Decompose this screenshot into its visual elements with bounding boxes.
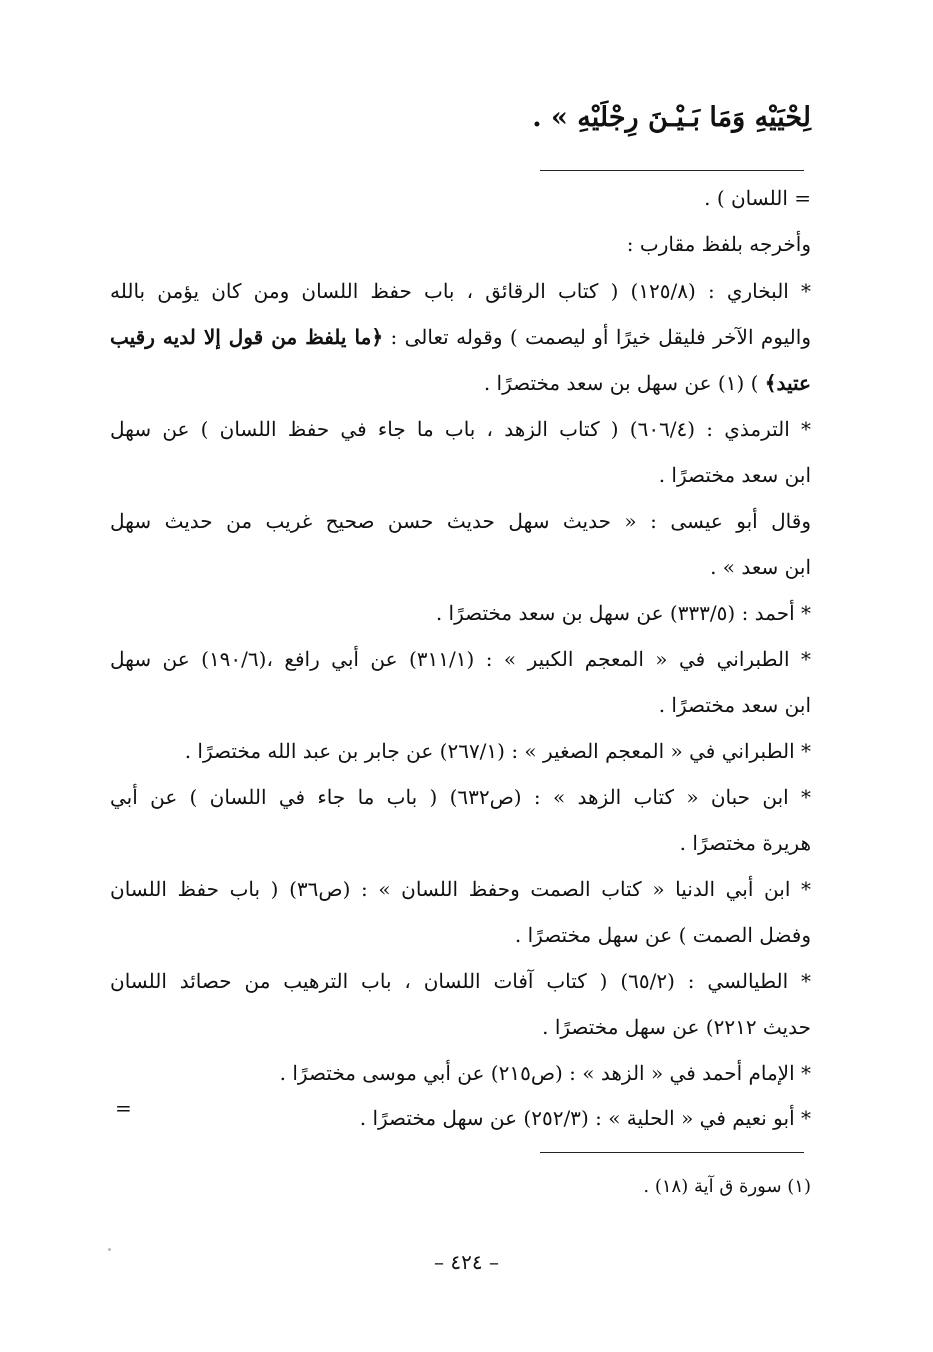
page-number: – ٤٢٤ – [434, 1250, 499, 1274]
top-separator [540, 170, 804, 171]
scan-speck [108, 1248, 111, 1251]
text-line: = اللسان ) . [704, 186, 811, 210]
text-line-mixed [110, 325, 811, 349]
text-line: ابن سعد » . [710, 555, 811, 579]
text-line: ابن سعد مختصرًا . [658, 693, 811, 717]
text-line: وأخرجه بلفظ مقارب : [626, 232, 811, 256]
text-line: * الطبراني في « المعجم الصغير » : (٢٦٧/١) عن جابر بن عبد الله مختصرًا . [184, 739, 811, 763]
quran-verse: ﴿ما يلفظ من قول إلا لديه رقيب [110, 325, 384, 349]
text-line: * البخاري : (١٢٥/٨) ( كتاب الرقائق ، باب حفظ اللسان ومن كان يؤمن بالله [110, 279, 811, 303]
continuation-mark: = [115, 1096, 132, 1120]
text-line: * الإمام أحمد في « الزهد » : (ص٢١٥) عن أبي موسى مختصرًا . [279, 1061, 811, 1085]
footnote: (١) سورة ق آية (١٨) . [643, 1176, 811, 1197]
text-line: * ابن حبان « كتاب الزهد » : (ص٦٣٢) ( باب ما جاء في اللسان ) عن أبي [110, 785, 811, 809]
text-line: * ابن أبي الدنيا « كتاب الصمت وحفظ اللسان » : (ص٣٦) ( باب حفظ اللسان [110, 877, 811, 901]
text-line: * الترمذي : (٦٠٦/٤) ( كتاب الزهد ، باب ما جاء في حفظ اللسان ) عن سهل [110, 417, 811, 441]
text-line: هريرة مختصرًا . [679, 831, 811, 855]
text-line: * أحمد : (٣٣٣/٥) عن سهل بن سعد مختصرًا . [435, 601, 811, 625]
text-line: * الطيالسي : (٦٥/٢) ( كتاب آفات اللسان ، باب الترهيب من حصائد اللسان [110, 969, 811, 993]
text-line: وفضل الصمت ) عن سهل مختصرًا . [514, 923, 811, 947]
text-line-mixed [484, 371, 811, 395]
text-segment: واليوم الآخر فليقل خيرًا أو ليصمت ) وقوله تعالى : [390, 325, 811, 349]
quran-verse-end: عتيد﴾ [764, 371, 811, 395]
text-line: وقال أبو عيسى : « حديث سهل حديث حسن صحيح غريب من حديث سهل [110, 509, 811, 533]
text-line: حديث ٢٢١٢) عن سهل مختصرًا . [542, 1015, 811, 1039]
text-line: * الطبراني في « المعجم الكبير » : (٣١١/١) عن أبي رافع ،(١٩٠/٦) عن سهل [110, 647, 811, 671]
text-line: ابن سعد مختصرًا . [658, 463, 811, 487]
text-segment: ) (١) عن سهل بن سعد مختصرًا . [483, 371, 759, 395]
text-line: * أبو نعيم في « الحلية » : (٢٥٢/٣) عن سهل مختصرًا . [359, 1106, 811, 1130]
heading-text: لِحْيَيْهِ وَمَا بَـيْـنَ رِجْلَيْهِ » . [532, 102, 811, 133]
footnote-separator [540, 1152, 804, 1153]
